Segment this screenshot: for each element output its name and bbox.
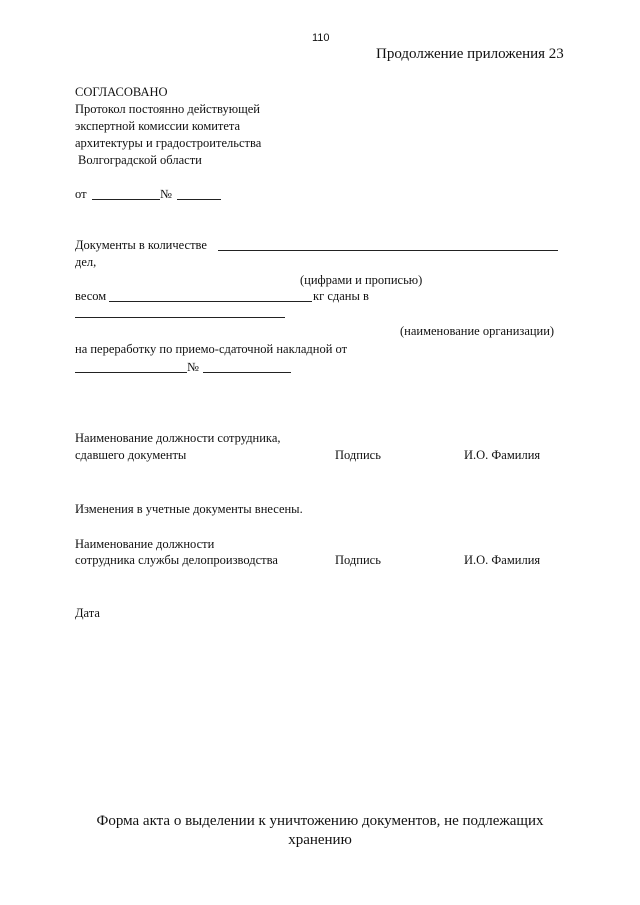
documents-weight-label: весом: [75, 289, 107, 303]
handover-position-line-1: Наименование должности сотрудника,: [75, 431, 281, 445]
page-number: 110: [312, 32, 330, 44]
documents-cases-label: дел,: [75, 255, 97, 269]
invoice-number-field: [203, 372, 291, 373]
documents-processing-label: на переработку по приемо-сдаточной накладной от: [75, 342, 348, 356]
handover-name-label: И.О. Фамилия: [464, 448, 541, 462]
form-title-line-1: Форма акта о выделении к уничтожению документов, не подлежащих: [96, 813, 544, 829]
documents-weight-field: [109, 301, 312, 302]
records-position-line-2: сотрудника службы делопроизводства: [75, 553, 278, 567]
appendix-label: Продолжение приложения 23: [376, 46, 564, 62]
approval-line-1: Протокол постоянно действующей: [75, 102, 260, 116]
approval-date-field: [92, 199, 160, 200]
documents-organization-hint: (наименование организации): [400, 324, 555, 338]
approval-line-2: экспертной комиссии комитета: [75, 119, 241, 133]
invoice-date-field: [75, 372, 187, 373]
date-label: Дата: [75, 606, 100, 620]
approval-heading: СОГЛАСОВАНО: [75, 85, 168, 99]
records-name-label: И.О. Фамилия: [464, 553, 541, 567]
documents-organization-field: [75, 317, 285, 318]
records-position-line-1: Наименование должности: [75, 537, 215, 551]
documents-count-hint: (цифрами и прописью): [300, 273, 423, 287]
documents-count-label: Документы в количестве: [75, 238, 207, 252]
approval-line-4: Волгоградской области: [78, 153, 202, 167]
handover-signature-label: Подпись: [335, 448, 381, 462]
approval-number-field: [177, 199, 221, 200]
changes-note: Изменения в учетные документы внесены.: [75, 502, 303, 516]
approval-from-label: от: [75, 187, 87, 201]
handover-position-line-2: сдавшего документы: [75, 448, 187, 462]
form-title-line-2: хранению: [288, 832, 352, 848]
documents-weight-suffix: кг сданы в: [313, 289, 369, 303]
approval-line-3: архитектуры и градостроительства: [75, 136, 262, 150]
records-signature-label: Подпись: [335, 553, 381, 567]
invoice-number-label: №: [187, 360, 199, 374]
approval-number-label: №: [160, 187, 172, 201]
documents-count-field: [218, 250, 558, 251]
